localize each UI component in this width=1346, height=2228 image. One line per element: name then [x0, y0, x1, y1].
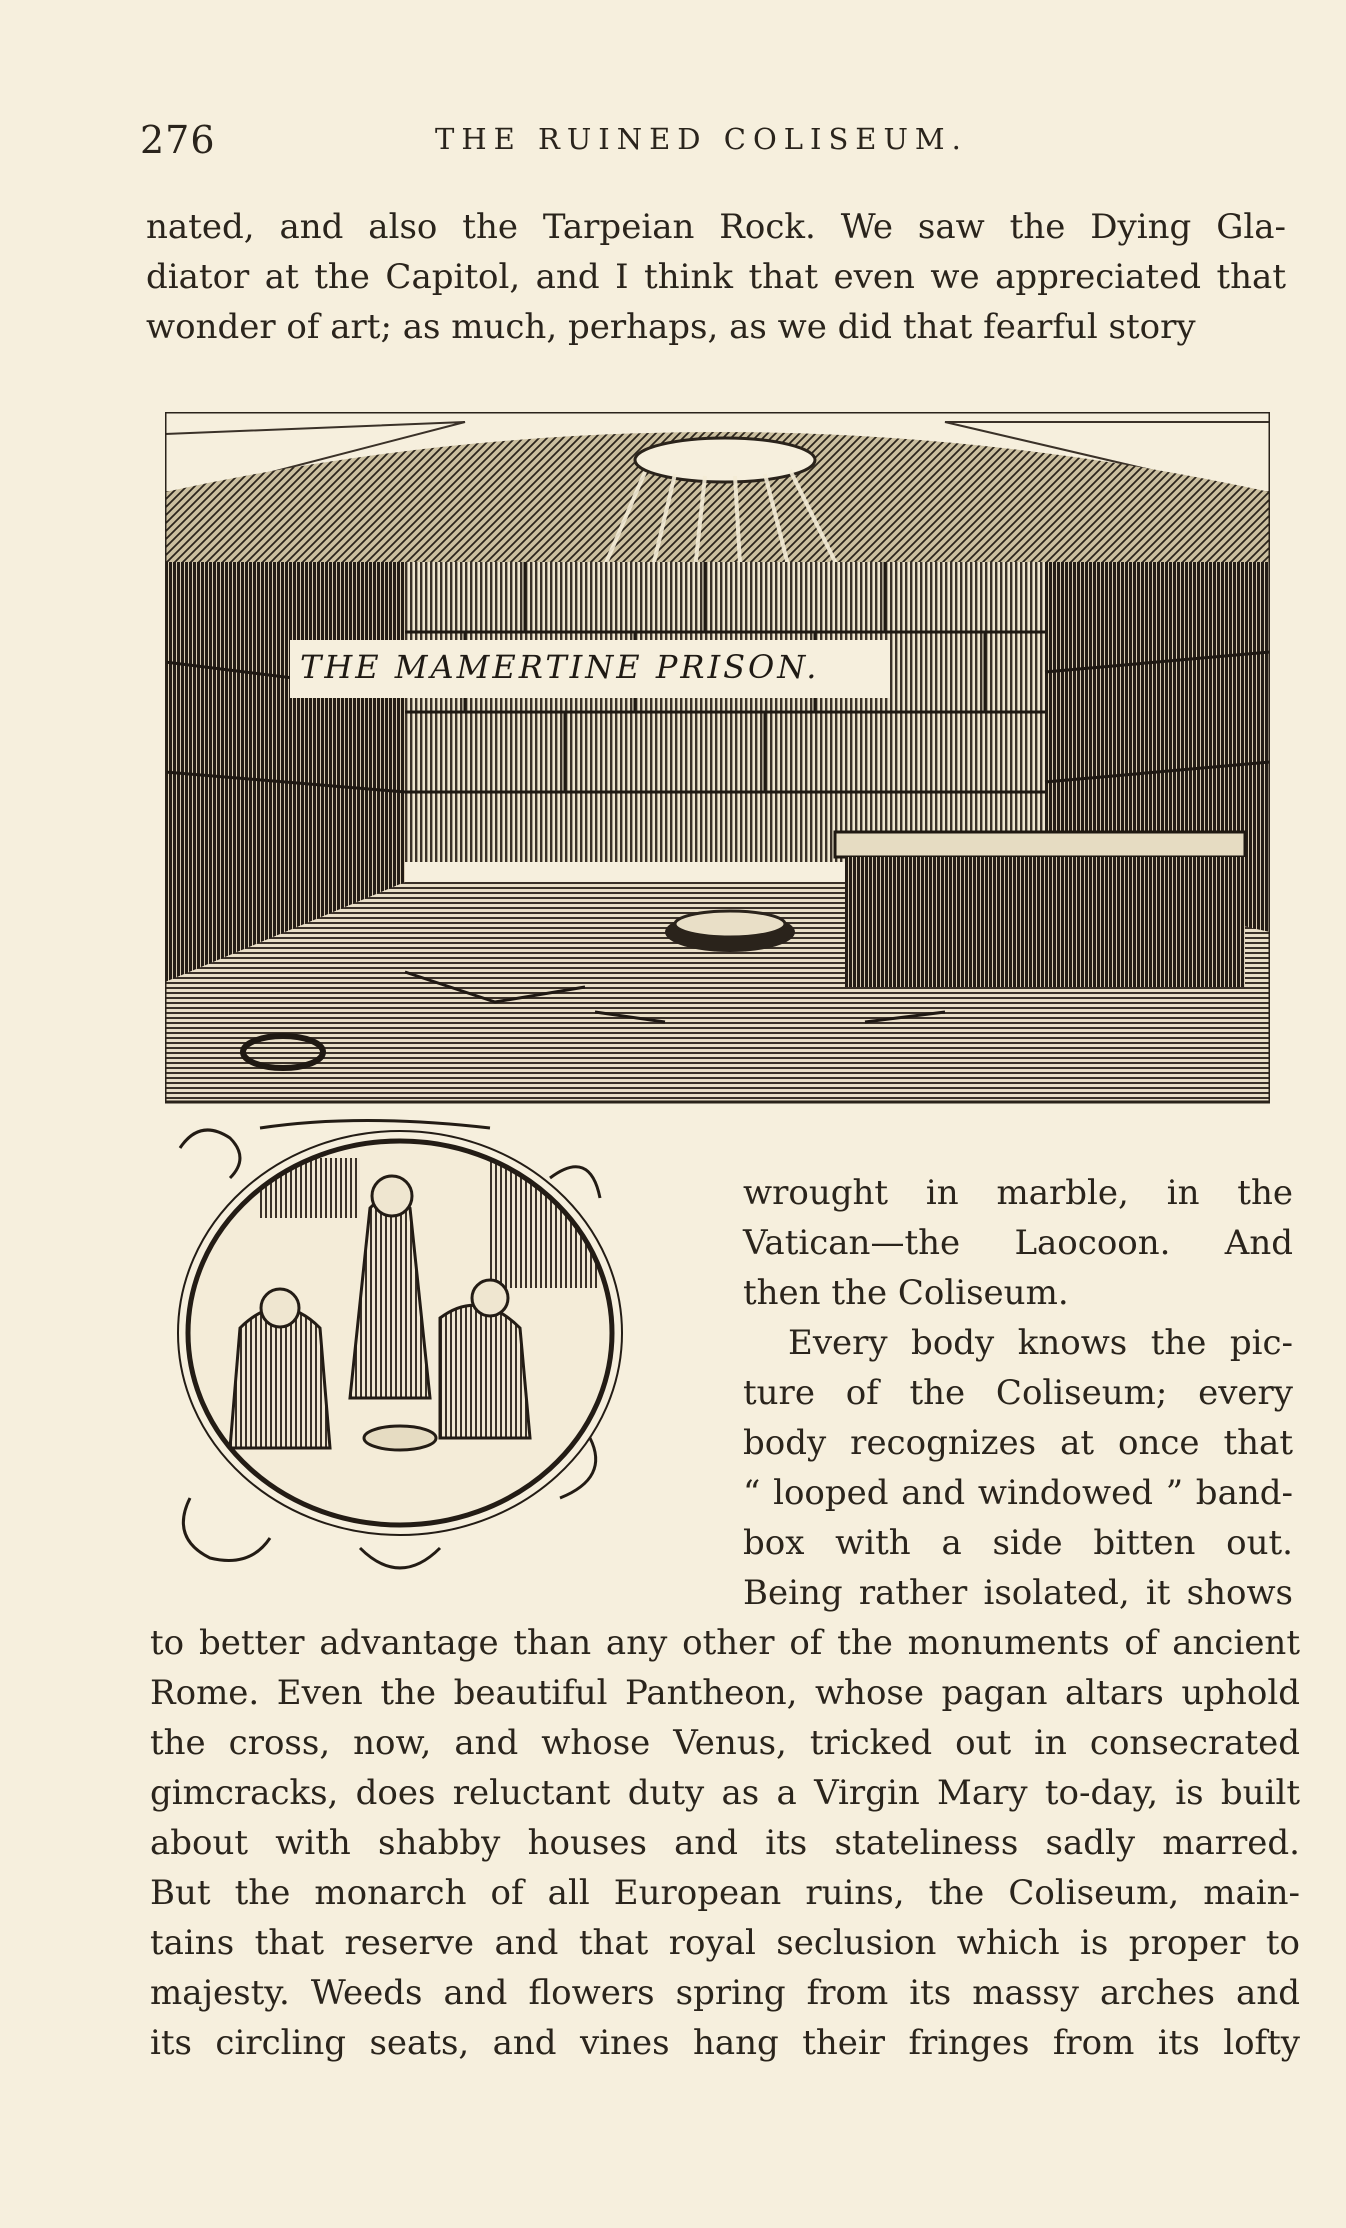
text-line: wrought in marble, in the [743, 1173, 1293, 1213]
text-line: Vatican—the Laocoon. And [743, 1223, 1293, 1263]
page-number: 276 [140, 118, 216, 162]
text-line: its circling seats, and vines hang their fringes from its lofty [150, 2023, 1300, 2063]
text-line: But the monarch of all European ruins, the Coliseum, main- [150, 1873, 1300, 1913]
text-line: body recognizes at once that [743, 1423, 1293, 1463]
text-line: gimcracks, does reluctant duty as a Virgin Mary to-day, is built [150, 1773, 1300, 1813]
running-head-title: THE RUINED COLISEUM. [435, 122, 968, 156]
saints-in-prison-vignette-icon [160, 1118, 650, 1588]
text-line: box with a side bitten out. [743, 1523, 1293, 1563]
top-paragraph [146, 202, 1286, 352]
illustration-caption: THE MAMERTINE PRISON. [300, 648, 820, 686]
text-line: majesty. Weeds and flowers spring from its massy arches and [150, 1973, 1300, 2013]
running-head [140, 118, 1300, 168]
text-line: Rome. Even the beautiful Pantheon, whose pagan altars uphold [150, 1673, 1300, 1713]
right-column-text [743, 1168, 1293, 1618]
text-line: wonder of art; as much, perhaps, as we did that fearful story [146, 307, 1196, 347]
bottom-paragraph [150, 1618, 1300, 2068]
text-line: to better advantage than any other of the monuments of ancient [150, 1623, 1300, 1663]
text-line: ture of the Coliseum; every [743, 1373, 1293, 1413]
text-line: nated, and also the Tarpeian Rock. We saw the Dying Gla- [146, 207, 1286, 247]
text-line: Every body knows the pic- [788, 1323, 1293, 1363]
text-line: about with shabby houses and its stateliness sadly marred. [150, 1823, 1300, 1863]
text-line: tains that reserve and that royal seclusion which is proper to [150, 1923, 1300, 1963]
text-line: Being rather isolated, it shows [743, 1573, 1293, 1613]
text-line: “ looped and windowed ” band- [743, 1473, 1293, 1513]
text-line: the cross, now, and whose Venus, tricked out in consecrated [150, 1723, 1300, 1763]
text-line: diator at the Capitol, and I think that even we appreciated that [146, 257, 1286, 297]
text-line: then the Coliseum. [743, 1273, 1069, 1313]
mamertine-prison-engraving [165, 412, 1270, 1124]
